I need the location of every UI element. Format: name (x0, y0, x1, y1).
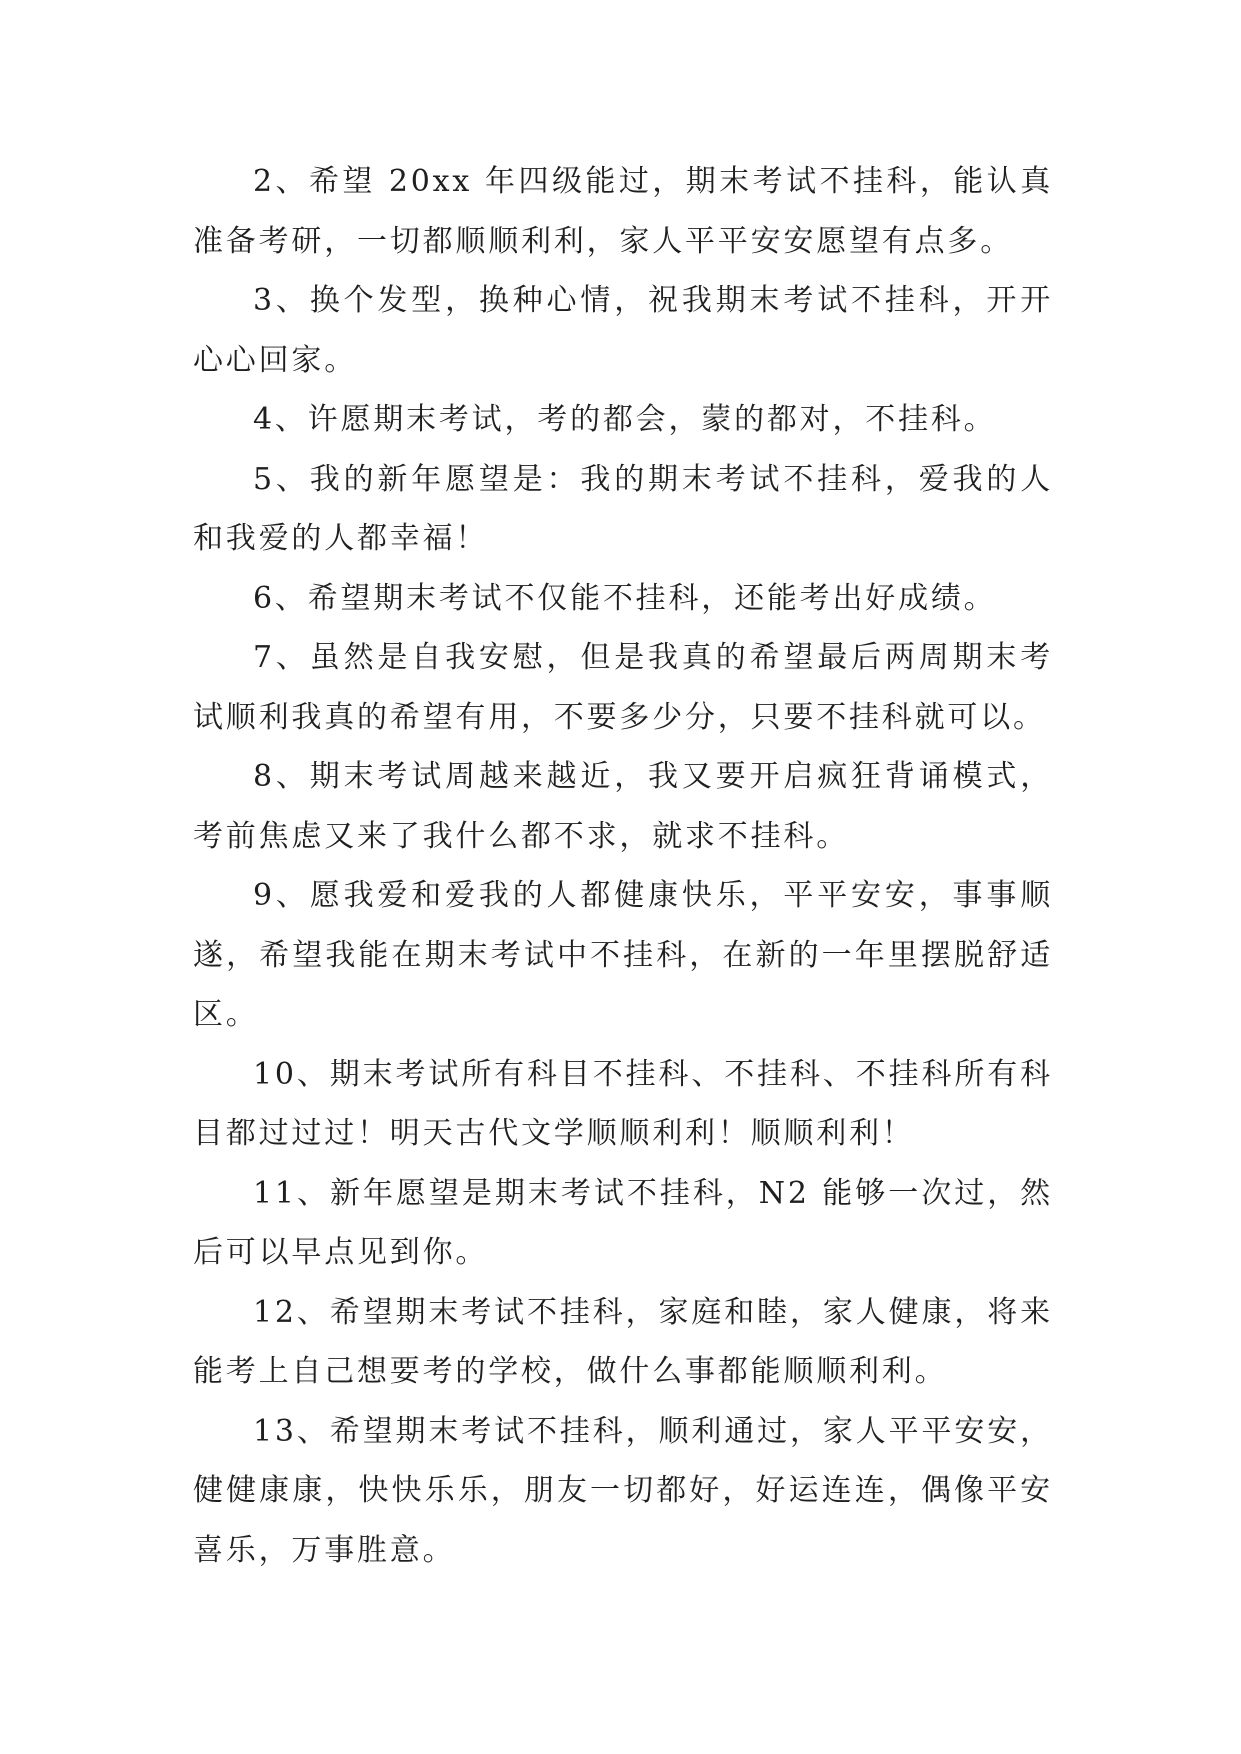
paragraph-10: 10、期末考试所有科目不挂科、不挂科、不挂科所有科目都过过过！明天古代文学顺顺利利！顺顺利利！ (193, 1056, 1053, 1151)
paragraph-7: 7、虽然是自我安慰，但是我真的希望最后两周期末考试顺利我真的希望有用，不要多少分，只要不挂科就可以。 (193, 640, 1053, 735)
paragraph-6: 6、希望期末考试不仅能不挂科，还能考出好成绩。 (253, 580, 997, 616)
document-body (193, 152, 1053, 1580)
paragraph-12: 12、希望期末考试不挂科，家庭和睦，家人健康，将来能考上自己想要考的学校，做什么事都能顺顺利利。 (193, 1294, 1053, 1389)
paragraph-5: 5、我的新年愿望是：我的期末考试不挂科，爱我的人和我爱的人都幸福！ (193, 461, 1053, 556)
paragraph-4: 4、许愿期末考试，考的都会，蒙的都对，不挂科。 (253, 402, 997, 437)
paragraph-13: 13、希望期末考试不挂科，顺利通过，家人平平安安，健健康康，快快乐乐，朋友一切都好，好运连连，偶像平安喜乐，万事胜意。 (193, 1413, 1053, 1568)
paragraph-9: 9、愿我爱和爱我的人都健康快乐，平平安安，事事顺遂，希望我能在期末考试中不挂科，在新的一年里摆脱舒适区。 (193, 878, 1053, 1032)
paragraph-2: 2、希望 20xx 年四级能过，期末考试不挂科，能认真准备考研，一切都顺顺利利，家人平平安安愿望有点多。 (193, 164, 1053, 259)
paragraph-11: 11、新年愿望是期末考试不挂科，N2 能够一次过，然后可以早点见到你。 (193, 1175, 1053, 1270)
paragraph-8: 8、期末考试周越来越近，我又要开启疯狂背诵模式，考前焦虑又来了我什么都不求，就求不挂科。 (193, 759, 1053, 854)
paragraph-3: 3、换个发型，换种心情，祝我期末考试不挂科，开开心心回家。 (193, 283, 1053, 378)
